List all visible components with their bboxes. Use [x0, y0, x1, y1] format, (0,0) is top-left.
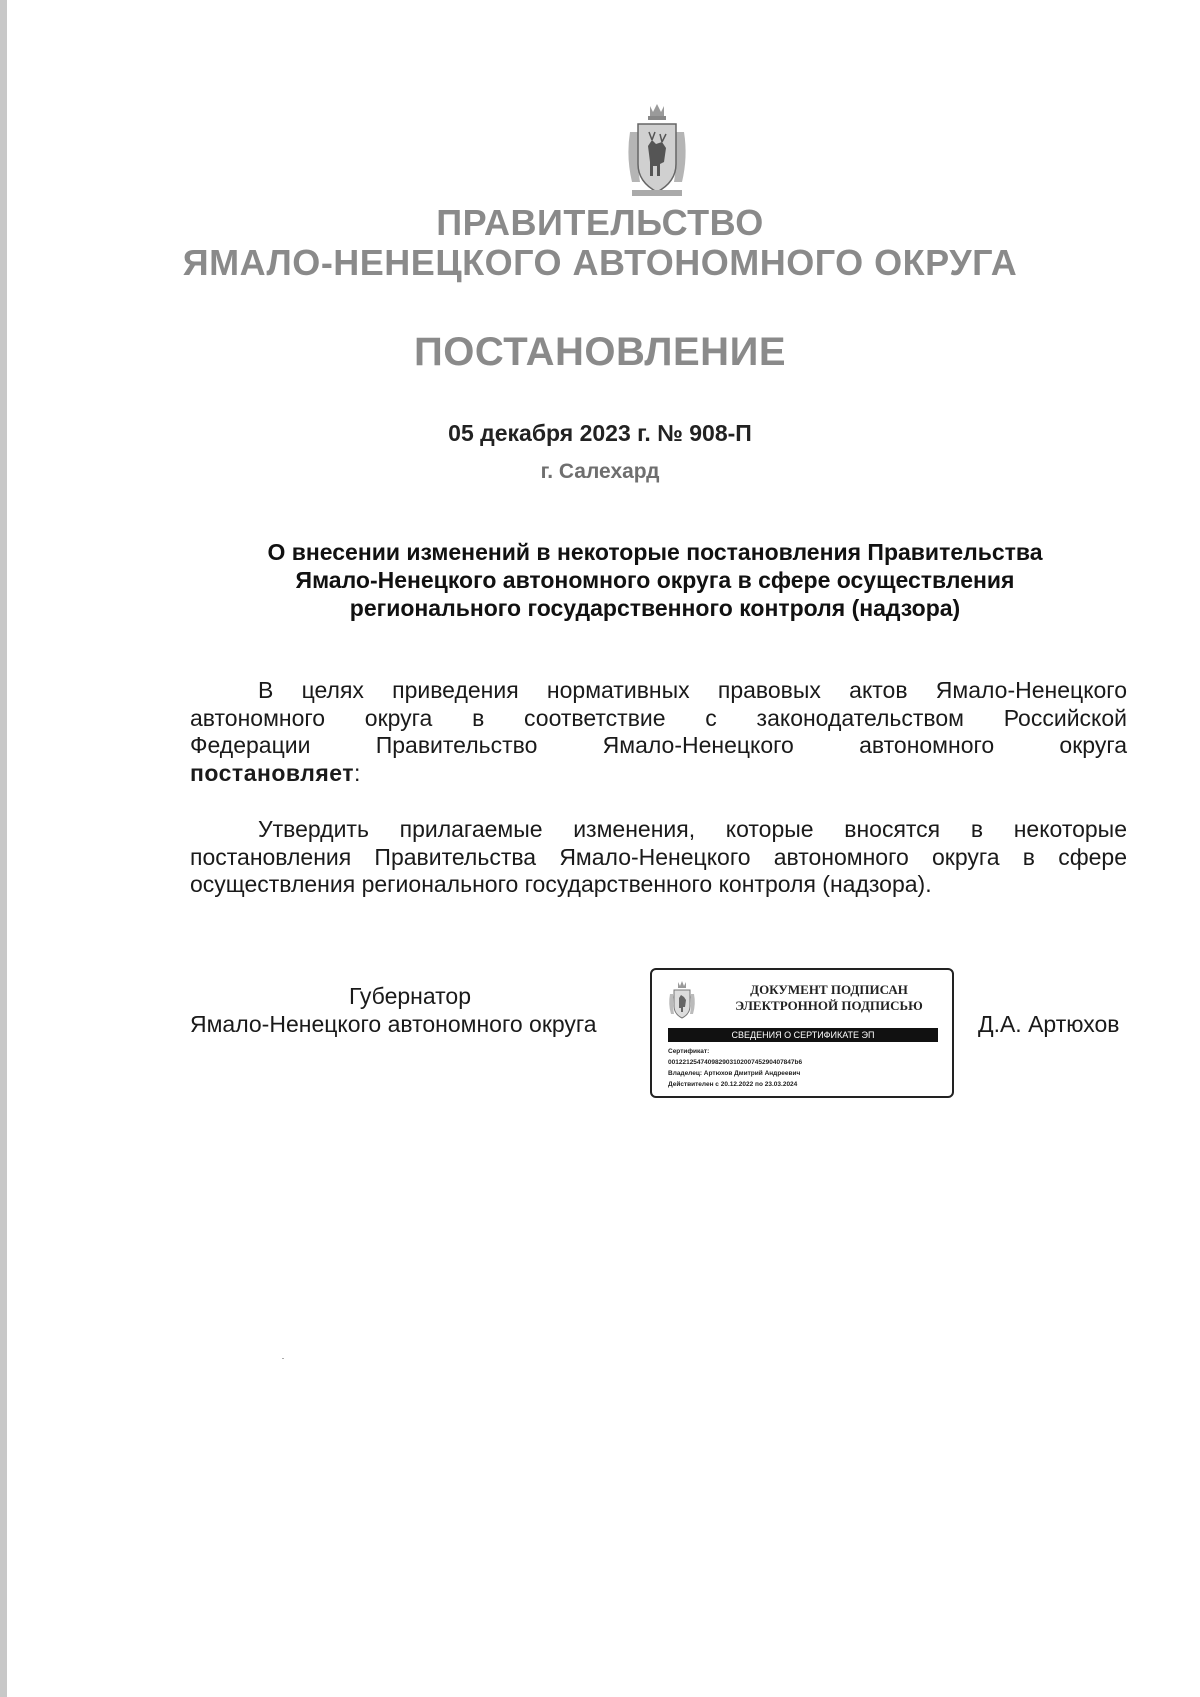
document-date-number: 05 декабря 2023 г. № 908-П	[448, 420, 752, 446]
stamp-heading-line: ЭЛЕКТРОННОЙ ПОДПИСЬЮ	[735, 998, 923, 1013]
title-line: Ямало-Ненецкого автономного округа в сфере осуществления	[295, 567, 1015, 593]
certificate-owner: Владелец: Артюхов Дмитрий Андреевич	[668, 1070, 801, 1077]
paragraph-line: Федерации Правительство Ямало-Ненецкого автономного округа	[190, 732, 1127, 758]
paragraph-line: Утвердить прилагаемые изменения, которые вносятся в некоторые	[258, 816, 1127, 842]
paragraph-line: В целях приведения нормативных правовых актов Ямало-Ненецкого	[258, 677, 1127, 703]
government-name-line-1: ПРАВИТЕЛЬСТВО	[436, 202, 764, 243]
signatory-title: Губернатор	[348, 983, 472, 1009]
resolves-keyword: постановляет	[190, 759, 355, 786]
certificate-number: 00122125474098290310200745290407847b6	[668, 1059, 803, 1066]
document-type: ПОСТАНОВЛЕНИЕ	[413, 330, 786, 374]
electronic-signature-stamp	[650, 968, 954, 1098]
certificate-validity: Действителен с 20.12.2022 по 23.03.2024	[668, 1081, 798, 1088]
certificate-label: Сертификат:	[668, 1048, 710, 1055]
title-line: регионального государственного контроля (надзора)	[349, 595, 961, 621]
paragraph-line	[190, 760, 1127, 788]
certificate-info-bar: СВЕДЕНИЯ О СЕРТИФИКАТЕ ЭП	[668, 1028, 938, 1042]
certificate-details	[668, 1046, 948, 1090]
stamp-heading-line: ДОКУМЕНТ ПОДПИСАН	[750, 982, 908, 997]
operative-paragraph	[190, 816, 1127, 899]
document-city: г. Салехард	[540, 460, 660, 483]
title-line: О внесении изменений в некоторые постановления Правительства	[267, 539, 1043, 565]
document-title	[190, 538, 1120, 622]
paragraph-line: постановления Правительства Ямало-Ненецкого автономного округа в сфере	[190, 843, 1127, 870]
stamp-heading	[712, 982, 946, 1014]
stamp-emblem-icon	[668, 980, 696, 1022]
signatory-region: Ямало-Ненецкого автономного округа	[190, 1011, 597, 1037]
paragraph-line: автономного округа в соответствие с законодательством Российской	[190, 704, 1127, 731]
signatory-name: Д.А. Артюхов	[978, 1011, 1120, 1037]
government-name-line-2: ЯМАЛО-НЕНЕЦКОГО АВТОНОМНОГО ОКРУГА	[182, 242, 1018, 283]
paragraph-line: осуществления регионального государственного контроля (надзора).	[190, 871, 932, 897]
scan-speck	[282, 1358, 284, 1359]
colon: :	[354, 759, 361, 786]
preamble-paragraph	[190, 677, 1127, 787]
yamal-coat-of-arms-icon	[622, 102, 692, 202]
